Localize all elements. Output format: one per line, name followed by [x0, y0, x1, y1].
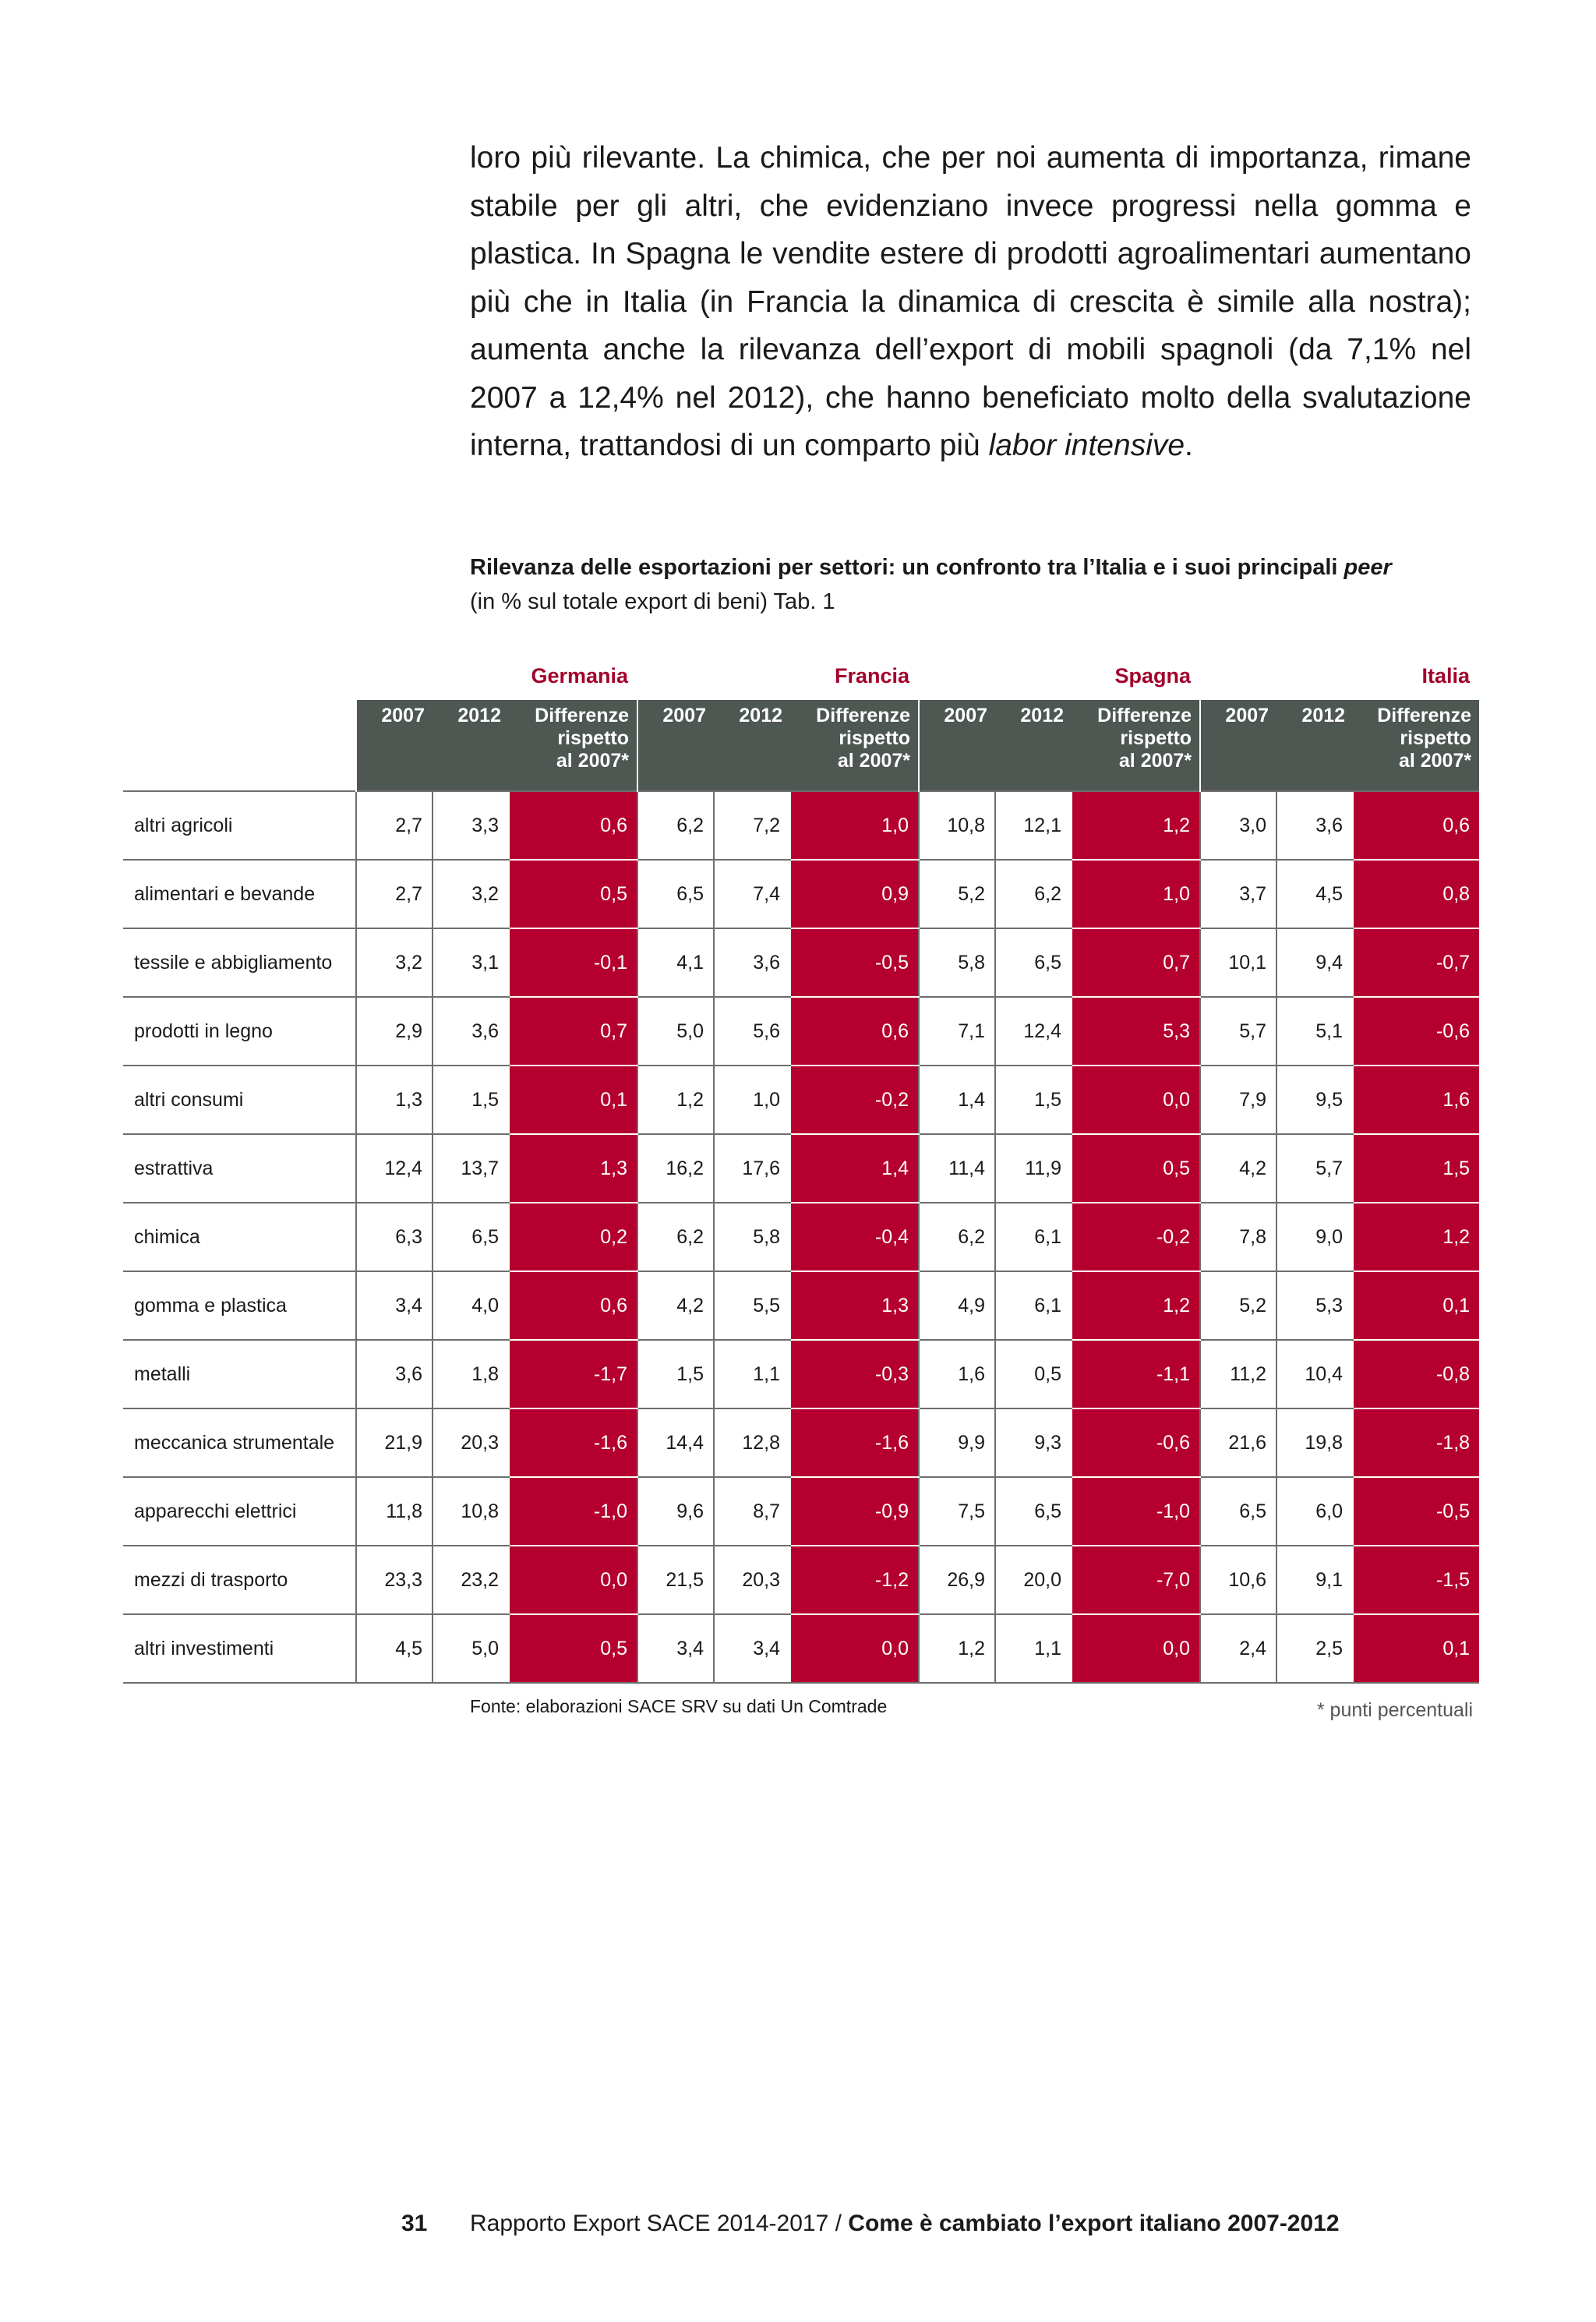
value-cell-2012: 7,4 [714, 860, 790, 928]
value-cell-2007: 1,4 [919, 1066, 995, 1134]
diff-cell: 5,3 [1072, 997, 1200, 1066]
value-cell-2012: 20,0 [995, 1546, 1072, 1614]
value-cell-2007: 10,1 [1200, 928, 1276, 997]
col-diff-line: rispetto [1400, 727, 1472, 749]
value-cell-2007: 2,9 [356, 997, 433, 1066]
value-cell-2007: 7,5 [919, 1477, 995, 1546]
col-2012-spagna: 2012 [995, 700, 1072, 791]
value-cell-2007: 6,2 [637, 1203, 714, 1271]
table-row [123, 928, 1479, 997]
value-cell-2012: 1,1 [995, 1614, 1072, 1683]
value-cell-2012: 9,5 [1276, 1066, 1353, 1134]
col-diff-line: Differenze [535, 705, 630, 726]
value-cell-2007: 10,6 [1200, 1546, 1276, 1614]
diff-cell: 1,0 [1072, 860, 1200, 928]
country-header-spagna: Spagna [1114, 664, 1192, 687]
value-cell-2012: 9,0 [1276, 1203, 1353, 1271]
value-cell-2012: 13,7 [433, 1134, 509, 1203]
value-cell-2007: 1,3 [356, 1066, 433, 1134]
diff-cell: 0,0 [1072, 1066, 1200, 1134]
value-cell-2012: 12,1 [995, 791, 1072, 860]
diff-cell: -0,5 [790, 928, 919, 997]
col-diff-line: Differenze [1377, 705, 1472, 726]
diff-cell: -0,7 [1353, 928, 1479, 997]
value-cell-2007: 21,6 [1200, 1408, 1276, 1477]
diff-cell: 1,3 [509, 1134, 637, 1203]
column-header-blank [123, 700, 356, 791]
value-cell-2007: 5,2 [1200, 1271, 1276, 1340]
table-caption [470, 550, 1475, 619]
diff-cell: 1,5 [1353, 1134, 1479, 1203]
diff-cell: 0,6 [509, 1271, 637, 1340]
value-cell-2012: 6,0 [1276, 1477, 1353, 1546]
value-cell-2012: 5,5 [714, 1271, 790, 1340]
value-cell-2012: 0,5 [995, 1340, 1072, 1408]
page-number: 31 [401, 2211, 428, 2236]
col-diff-line: al 2007* [1118, 750, 1192, 772]
value-cell-2007: 5,0 [637, 997, 714, 1066]
value-cell-2012: 3,1 [433, 928, 509, 997]
table-title-text: Rilevanza delle esportazioni per settori: un confronto tra l’Italia e i suoi principali [470, 555, 1344, 580]
value-cell-2007: 21,9 [356, 1408, 433, 1477]
row-label: altri investimenti [123, 1614, 356, 1683]
value-cell-2007: 9,9 [919, 1408, 995, 1477]
value-cell-2007: 4,1 [637, 928, 714, 997]
value-cell-2007: 11,8 [356, 1477, 433, 1546]
col-2012-italia: 2012 [1276, 700, 1353, 791]
diff-cell: 0,9 [790, 860, 919, 928]
table-row [123, 1340, 1479, 1408]
value-cell-2007: 5,2 [919, 860, 995, 928]
footer-report-name: Rapporto Export SACE 2014-2017 / [470, 2211, 849, 2236]
col-diff-line: Differenze [816, 705, 911, 726]
value-cell-2007: 21,5 [637, 1546, 714, 1614]
footer-chapter-title: Come è cambiato l’export italiano 2007-2012 [848, 2211, 1340, 2236]
diff-cell: 0,8 [1353, 860, 1479, 928]
value-cell-2012: 4,0 [433, 1271, 509, 1340]
value-cell-2007: 1,6 [919, 1340, 995, 1408]
value-cell-2012: 1,0 [714, 1066, 790, 1134]
col-diff-italia [1353, 700, 1479, 791]
value-cell-2007: 6,3 [356, 1203, 433, 1271]
table-title-italic: peer [1344, 555, 1392, 580]
value-cell-2012: 17,6 [714, 1134, 790, 1203]
row-label: metalli [123, 1340, 356, 1408]
table-row [123, 997, 1479, 1066]
value-cell-2012: 4,5 [1276, 860, 1353, 928]
value-cell-2007: 3,2 [356, 928, 433, 997]
country-header-blank [123, 664, 356, 700]
value-cell-2007: 2,7 [356, 860, 433, 928]
value-cell-2012: 7,2 [714, 791, 790, 860]
value-cell-2012: 2,5 [1276, 1614, 1353, 1683]
value-cell-2007: 4,2 [637, 1271, 714, 1340]
col-2012-germania: 2012 [433, 700, 509, 791]
value-cell-2012: 5,7 [1276, 1134, 1353, 1203]
value-cell-2012: 3,6 [1276, 791, 1353, 860]
source-note: Fonte: elaborazioni SACE SRV su dati Un Comtrade [470, 1696, 888, 1716]
row-label: apparecchi elettrici [123, 1477, 356, 1546]
value-cell-2012: 1,1 [714, 1340, 790, 1408]
table-row [123, 1134, 1479, 1203]
diff-cell: -0,3 [790, 1340, 919, 1408]
intro-paragraph-text: loro più rilevante. La chimica, che per noi aumenta di importanza, rimane stabile per gli altri, che evidenziano invece progressi nella gomma e plastica. In Spagna le vendite estere di prodotti agroalimentari aumentano più che in Italia (in Francia la dinamica di crescita è simile alla nostra); aumenta anche la rilevanza dell’export di mobili spagnoli (da 7,1% nel 2007 a 12,4% nel 2012), che hanno beneficiato molto della svalutazione interna, trattandosi di un comparto più [470, 141, 1471, 462]
table-row [123, 1477, 1479, 1546]
col-diff-germania [509, 700, 637, 791]
table-subtitle: (in % sul totale export di beni) Tab. 1 [470, 589, 835, 614]
table-row [123, 1271, 1479, 1340]
row-label: altri consumi [123, 1066, 356, 1134]
table-row [123, 1066, 1479, 1134]
row-label: prodotti in legno [123, 997, 356, 1066]
col-diff-line: rispetto [1120, 727, 1192, 749]
row-label: chimica [123, 1203, 356, 1271]
diff-cell: 0,0 [790, 1614, 919, 1683]
col-2007-italia: 2007 [1200, 700, 1276, 791]
value-cell-2007: 2,4 [1200, 1614, 1276, 1683]
diff-cell: -0,6 [1353, 997, 1479, 1066]
value-cell-2012: 1,5 [995, 1066, 1072, 1134]
value-cell-2007: 9,6 [637, 1477, 714, 1546]
value-cell-2012: 20,3 [714, 1546, 790, 1614]
diff-cell: 0,5 [509, 860, 637, 928]
intro-paragraph [470, 134, 1471, 470]
row-label: mezzi di trasporto [123, 1546, 356, 1614]
diff-cell: 0,5 [1072, 1134, 1200, 1203]
value-cell-2007: 6,5 [637, 860, 714, 928]
value-cell-2007: 1,5 [637, 1340, 714, 1408]
diff-cell: 1,3 [790, 1271, 919, 1340]
col-diff-line: Differenze [1097, 705, 1192, 726]
diff-cell: 0,0 [509, 1546, 637, 1614]
diff-cell: 0,6 [509, 791, 637, 860]
value-cell-2012: 10,4 [1276, 1340, 1353, 1408]
value-cell-2007: 3,4 [356, 1271, 433, 1340]
col-diff-line: rispetto [839, 727, 911, 749]
value-cell-2012: 1,5 [433, 1066, 509, 1134]
col-2012-francia: 2012 [714, 700, 790, 791]
diff-cell: 0,0 [1072, 1614, 1200, 1683]
value-cell-2012: 23,2 [433, 1546, 509, 1614]
diff-cell: 0,6 [1353, 791, 1479, 860]
row-label: tessile e abbigliamento [123, 928, 356, 997]
value-cell-2012: 20,3 [433, 1408, 509, 1477]
diff-cell: 0,1 [1353, 1271, 1479, 1340]
country-header-italia: Italia [1421, 664, 1471, 687]
value-cell-2007: 11,2 [1200, 1340, 1276, 1408]
value-cell-2007: 11,4 [919, 1134, 995, 1203]
table-row [123, 791, 1479, 860]
value-cell-2007: 3,4 [637, 1614, 714, 1683]
diff-cell: 0,2 [509, 1203, 637, 1271]
value-cell-2007: 1,2 [637, 1066, 714, 1134]
value-cell-2007: 1,2 [919, 1614, 995, 1683]
value-cell-2012: 3,4 [714, 1614, 790, 1683]
value-cell-2007: 6,5 [1200, 1477, 1276, 1546]
intro-text [470, 134, 1471, 470]
value-cell-2012: 12,8 [714, 1408, 790, 1477]
diff-cell: -1,2 [790, 1546, 919, 1614]
country-header-row [123, 664, 1479, 700]
diff-cell: -7,0 [1072, 1546, 1200, 1614]
diff-cell: -0,2 [1072, 1203, 1200, 1271]
value-cell-2012: 6,1 [995, 1203, 1072, 1271]
intro-paragraph-italic: labor intensive [988, 429, 1185, 462]
col-diff-spagna [1072, 700, 1200, 791]
diff-cell: -1,6 [509, 1408, 637, 1477]
value-cell-2007: 16,2 [637, 1134, 714, 1203]
value-cell-2007: 6,2 [919, 1203, 995, 1271]
value-cell-2012: 10,8 [433, 1477, 509, 1546]
value-cell-2012: 3,6 [433, 997, 509, 1066]
value-cell-2007: 23,3 [356, 1546, 433, 1614]
col-diff-line: al 2007* [1398, 750, 1472, 772]
diff-cell: -0,2 [790, 1066, 919, 1134]
value-cell-2012: 5,0 [433, 1614, 509, 1683]
row-label: alimentari e bevande [123, 860, 356, 928]
value-cell-2012: 5,6 [714, 997, 790, 1066]
diff-cell: 1,4 [790, 1134, 919, 1203]
diff-cell: 0,7 [509, 997, 637, 1066]
diff-cell: 0,5 [509, 1614, 637, 1683]
value-cell-2012: 9,3 [995, 1408, 1072, 1477]
diff-cell: 0,7 [1072, 928, 1200, 997]
value-cell-2007: 5,8 [919, 928, 995, 997]
diff-cell: -1,0 [509, 1477, 637, 1546]
diff-cell: -1,6 [790, 1408, 919, 1477]
value-cell-2012: 3,2 [433, 860, 509, 928]
table-body [123, 791, 1479, 1683]
value-cell-2007: 7,1 [919, 997, 995, 1066]
table-row [123, 1203, 1479, 1271]
col-diff-francia [790, 700, 919, 791]
diff-cell: -0,1 [509, 928, 637, 997]
value-cell-2012: 5,3 [1276, 1271, 1353, 1340]
diff-cell: -1,5 [1353, 1546, 1479, 1614]
value-cell-2007: 6,2 [637, 791, 714, 860]
value-cell-2012: 9,4 [1276, 928, 1353, 997]
diff-cell: -0,8 [1353, 1340, 1479, 1408]
value-cell-2012: 6,5 [995, 1477, 1072, 1546]
value-cell-2007: 3,7 [1200, 860, 1276, 928]
country-header-francia: Francia [834, 664, 910, 687]
diff-cell: 1,6 [1353, 1066, 1479, 1134]
diff-cell: 0,1 [509, 1066, 637, 1134]
value-cell-2012: 11,9 [995, 1134, 1072, 1203]
diff-cell: -0,9 [790, 1477, 919, 1546]
diff-cell: -0,6 [1072, 1408, 1200, 1477]
value-cell-2012: 5,1 [1276, 997, 1353, 1066]
diff-cell: 0,1 [1353, 1614, 1479, 1683]
column-header-row [123, 700, 1479, 791]
col-2007-germania: 2007 [356, 700, 433, 791]
table-row [123, 1546, 1479, 1614]
col-diff-line: al 2007* [556, 750, 630, 772]
value-cell-2007: 2,7 [356, 791, 433, 860]
value-cell-2007: 10,8 [919, 791, 995, 860]
row-label: gomma e plastica [123, 1271, 356, 1340]
value-cell-2012: 6,2 [995, 860, 1072, 928]
value-cell-2012: 5,8 [714, 1203, 790, 1271]
table-row [123, 1614, 1479, 1683]
diff-cell: -0,4 [790, 1203, 919, 1271]
table-row [123, 1408, 1479, 1477]
col-diff-line: rispetto [557, 727, 630, 749]
value-cell-2007: 5,7 [1200, 997, 1276, 1066]
diff-cell: 0,6 [790, 997, 919, 1066]
value-cell-2012: 19,8 [1276, 1408, 1353, 1477]
value-cell-2012: 3,6 [714, 928, 790, 997]
value-cell-2007: 12,4 [356, 1134, 433, 1203]
export-sector-table [123, 664, 1479, 1684]
diff-cell: 1,2 [1072, 791, 1200, 860]
diff-cell: -1,1 [1072, 1340, 1200, 1408]
diff-cell: -1,7 [509, 1340, 637, 1408]
table-title [470, 550, 1475, 585]
value-cell-2012: 6,1 [995, 1271, 1072, 1340]
value-cell-2012: 1,8 [433, 1340, 509, 1408]
value-cell-2007: 4,2 [1200, 1134, 1276, 1203]
value-cell-2012: 3,3 [433, 791, 509, 860]
diff-cell: 1,2 [1353, 1203, 1479, 1271]
intro-paragraph-end: . [1185, 429, 1193, 462]
diff-cell: 1,2 [1072, 1271, 1200, 1340]
col-2007-francia: 2007 [637, 700, 714, 791]
country-header-germania: Germania [531, 664, 629, 687]
col-2007-spagna: 2007 [919, 700, 995, 791]
value-cell-2007: 26,9 [919, 1546, 995, 1614]
value-cell-2012: 8,7 [714, 1477, 790, 1546]
value-cell-2012: 6,5 [995, 928, 1072, 997]
footnote-percent-points: * punti percentuali [1316, 1699, 1473, 1721]
row-label: meccanica strumentale [123, 1408, 356, 1477]
diff-cell: -1,8 [1353, 1408, 1479, 1477]
row-label: estrattiva [123, 1134, 356, 1203]
col-diff-line: al 2007* [837, 750, 911, 772]
value-cell-2007: 3,0 [1200, 791, 1276, 860]
diff-cell: -0,5 [1353, 1477, 1479, 1546]
value-cell-2007: 4,9 [919, 1271, 995, 1340]
value-cell-2007: 7,9 [1200, 1066, 1276, 1134]
footer-text [470, 2211, 1340, 2237]
value-cell-2007: 7,8 [1200, 1203, 1276, 1271]
value-cell-2007: 4,5 [356, 1614, 433, 1683]
table-row [123, 860, 1479, 928]
value-cell-2007: 14,4 [637, 1408, 714, 1477]
value-cell-2012: 9,1 [1276, 1546, 1353, 1614]
value-cell-2012: 12,4 [995, 997, 1072, 1066]
row-label: altri agricoli [123, 791, 356, 860]
diff-cell: -1,0 [1072, 1477, 1200, 1546]
value-cell-2007: 3,6 [356, 1340, 433, 1408]
value-cell-2012: 6,5 [433, 1203, 509, 1271]
diff-cell: 1,0 [790, 791, 919, 860]
